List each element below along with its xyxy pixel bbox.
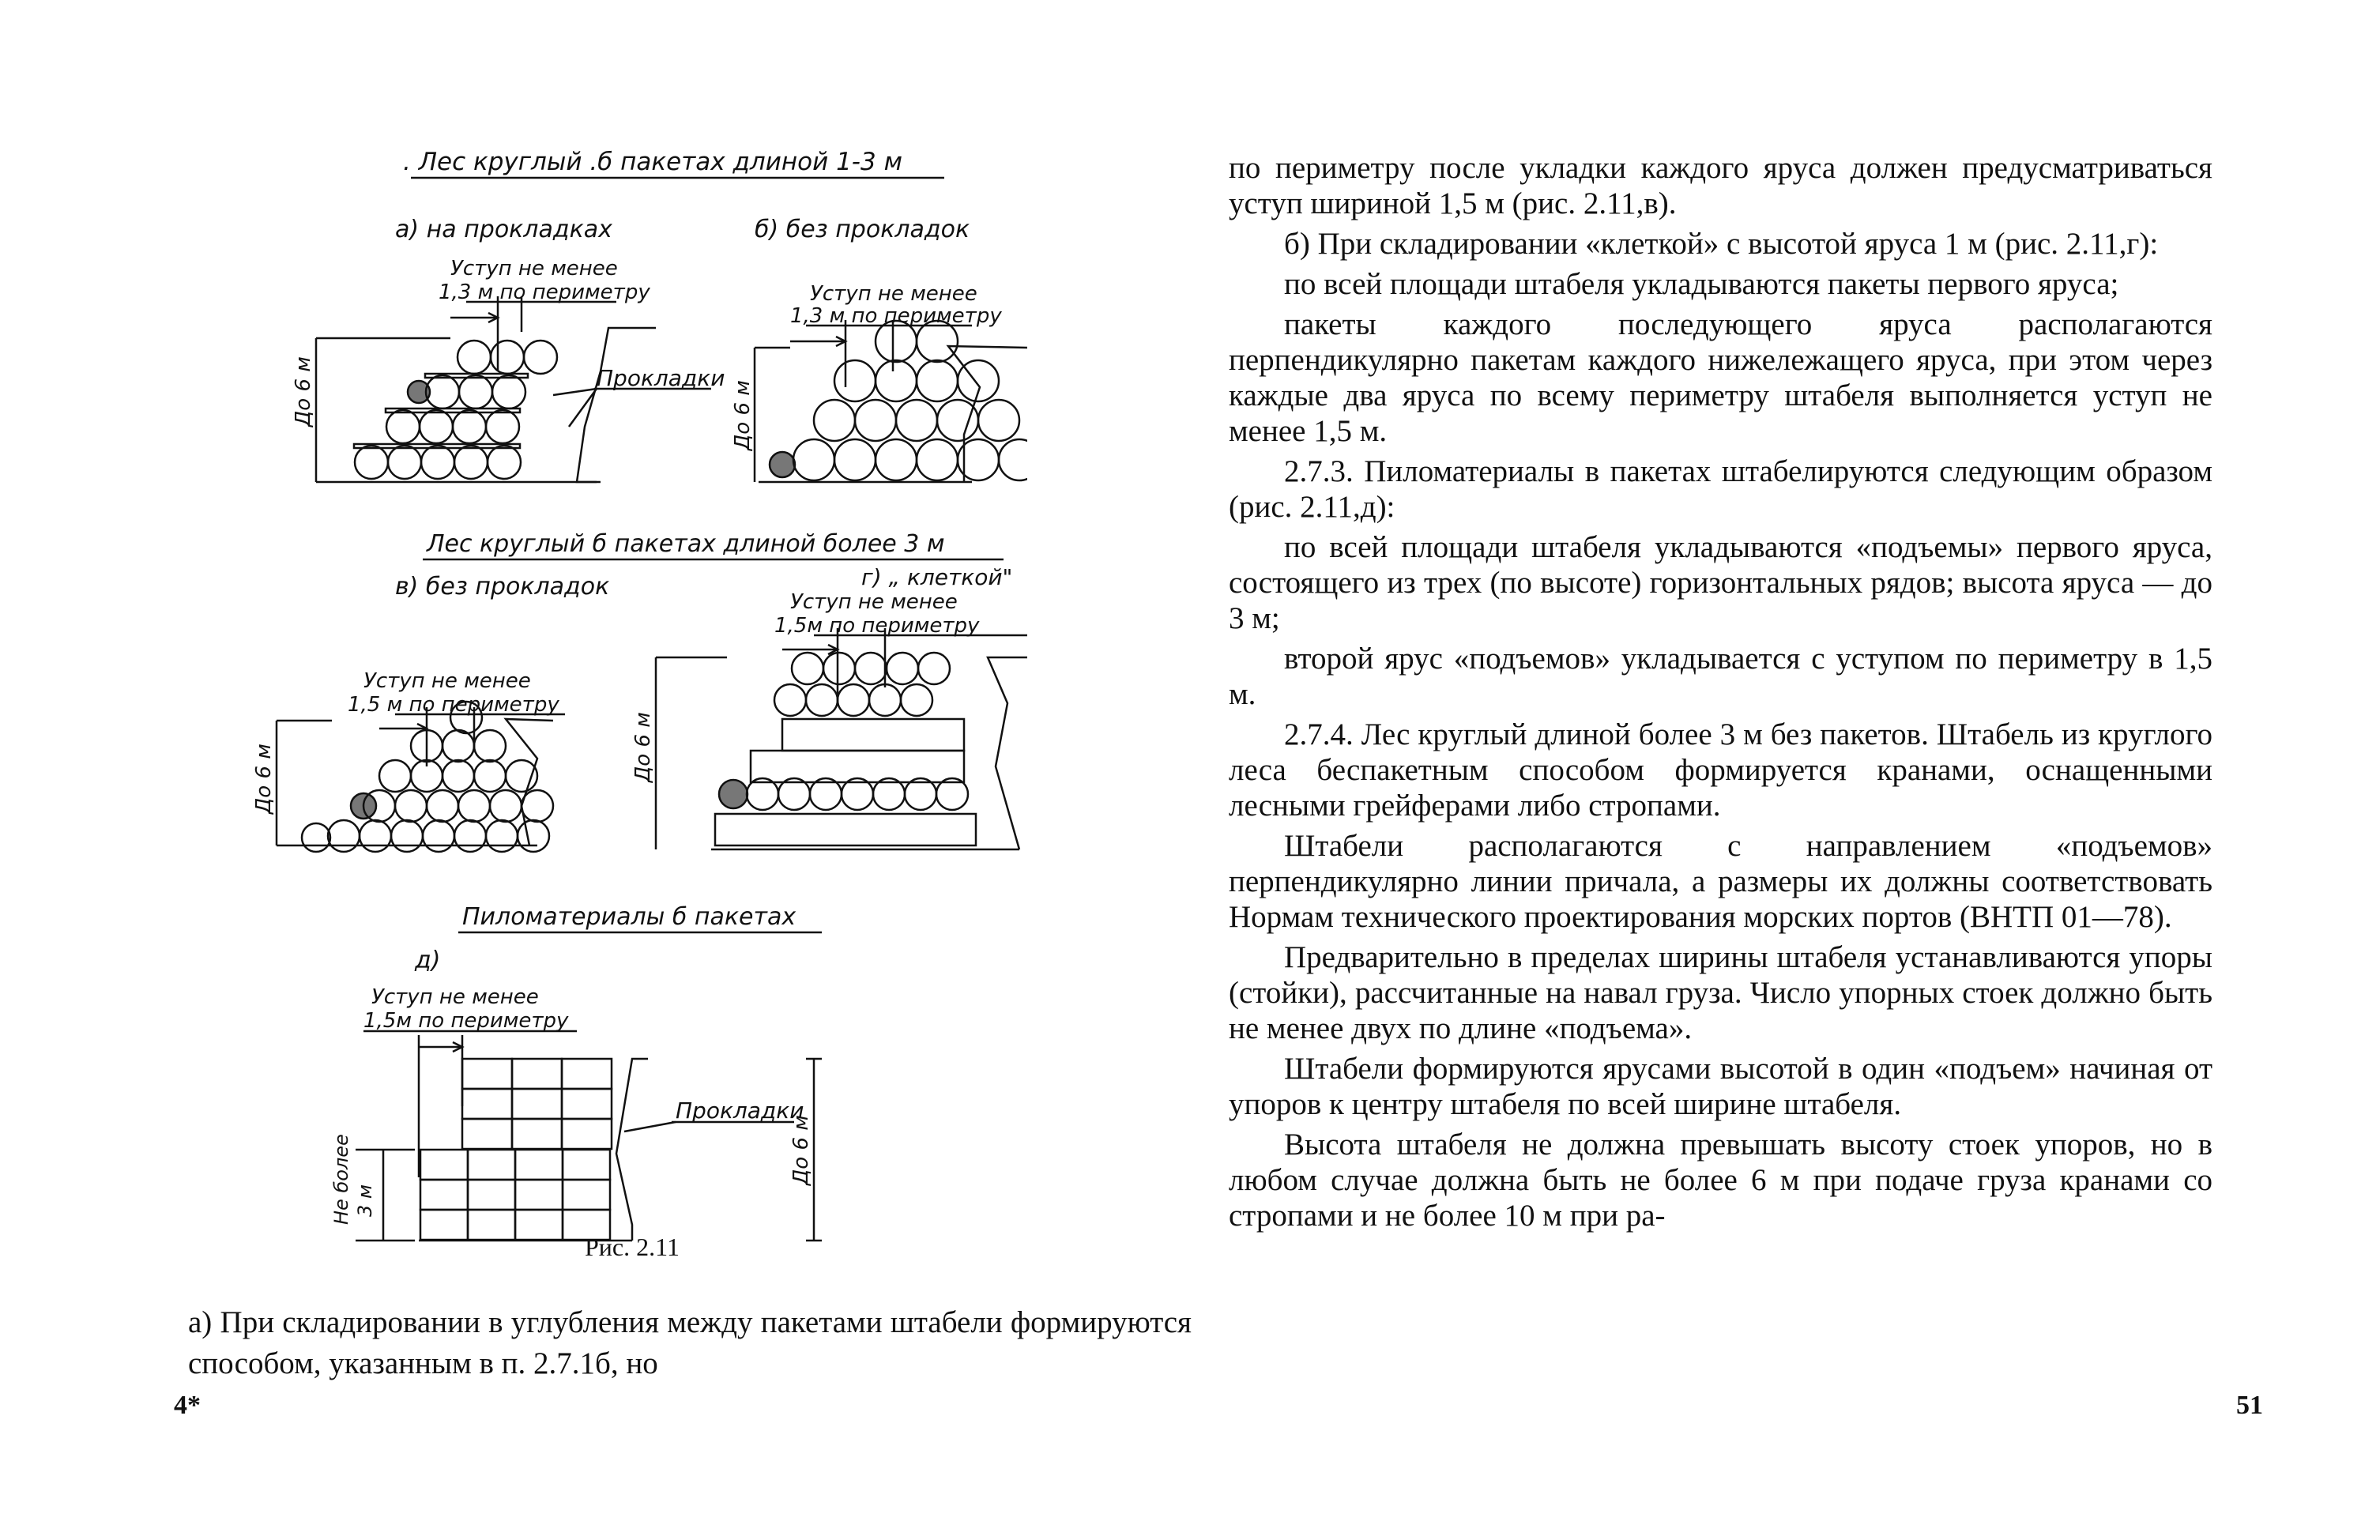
section3-title: Пиломатериалы б пакетах: [462, 903, 796, 931]
v-step-line1: Уступ не менее: [363, 669, 531, 693]
log-circle: [855, 653, 887, 684]
b-step-line1: Уступ не менее: [810, 282, 977, 306]
log-bundle: [719, 780, 748, 808]
timber-block: [563, 1150, 610, 1180]
timber-block: [420, 1150, 468, 1180]
page-number-left: 4*: [174, 1391, 201, 1420]
log-circle: [834, 439, 876, 480]
page-number-right: 51: [2236, 1391, 2263, 1420]
log-circle: [814, 400, 855, 441]
log-circle: [442, 730, 474, 762]
diagram-d: [330, 985, 822, 1241]
d-height-label: До 6 м: [789, 1115, 813, 1185]
log-circle: [937, 400, 978, 441]
log-circle: [491, 341, 524, 374]
a-step-line1: Уступ не менее: [450, 257, 618, 281]
timber-block: [420, 1210, 468, 1240]
paragraph: Предварительно в пределах ширины штабеля устанавливаются упоры (стойки), рассчитанные на навал груза. Число упорных стоек должно быть не менее двух по длине «подъема».: [1229, 940, 2212, 1045]
log-circle: [492, 375, 525, 409]
log-circle: [420, 410, 453, 443]
log-circle: [855, 400, 896, 441]
log-circle: [355, 446, 388, 479]
log-circle: [474, 760, 506, 792]
d-step-line2: 1,5м по периметру: [363, 1009, 569, 1033]
timber-block: [462, 1059, 512, 1089]
log-circle: [774, 684, 806, 716]
paragraph: пакеты каждого последующего яруса располагаются перпендикулярно пакетам каждого нижележащего яруса, при этом через каждые два яруса по всему периметру штабеля выполняется уступ не менее 1,5 м.: [1229, 307, 2212, 448]
log-circle: [806, 684, 838, 716]
left-paragraph: а) При складировании в углубления между пакетами штабели формируются способом, указанным в п. 2.7.1б, но: [188, 1305, 1192, 1380]
sub-g-label: г) „ клеткой": [861, 564, 1013, 590]
log-circle: [302, 823, 330, 852]
paragraph: Штабели формируются ярусами высотой в один «подъем» начиная от упоров к центру штабеля по всей ширине штабеля.: [1229, 1052, 2212, 1121]
timber-block: [515, 1180, 563, 1210]
log-circle: [474, 730, 506, 762]
sub-d-label: д): [415, 947, 441, 974]
paragraph: по периметру после укладки каждого яруса должен предусматриваться уступ шириной 1,5 м (рис. 2.11,в).: [1229, 151, 2212, 220]
log-circle: [958, 360, 999, 401]
log-circle: [876, 439, 917, 480]
v-step-line2: 1,5 м по периметру: [348, 693, 559, 717]
log-circle: [453, 410, 486, 443]
a-pads-label: Прокладки: [597, 365, 725, 391]
log-circle: [442, 760, 474, 792]
figure-drawing: [237, 134, 1027, 1335]
right-column: [1229, 150, 2212, 1233]
paragraph: по всей площади штабеля укладываются пакеты первого яруса;: [1284, 267, 2119, 301]
log-circle: [426, 375, 459, 409]
log-circle: [458, 341, 491, 374]
timber-block: [515, 1150, 563, 1180]
diagram-a: [292, 257, 725, 482]
a-height-label: До 6 м: [292, 356, 315, 427]
g-height-label: До 6 м: [631, 712, 655, 782]
log-circle: [454, 446, 488, 479]
log-circle: [386, 410, 420, 443]
diagram-v: [252, 669, 565, 852]
g-step-line2: 1,5м по периметру: [774, 614, 980, 638]
log-circle: [486, 820, 518, 852]
log-circle: [490, 790, 522, 822]
log-circle: [506, 760, 537, 792]
log-circle: [524, 341, 557, 374]
log-circle: [917, 360, 958, 401]
log-circle: [379, 760, 411, 792]
log-circle: [978, 400, 1019, 441]
log-circle: [391, 820, 423, 852]
log-circle: [388, 446, 421, 479]
b-step-line2: 1,3 м по периметру: [790, 304, 1002, 328]
figure-caption: Рис. 2.11: [585, 1233, 680, 1261]
log-circle: [999, 439, 1027, 480]
paragraph: 2.7.4. Лес круглый длиной более 3 м без пакетов. Штабель из круглого леса беспакетным способом формируется кранами, оснащенными лесными грейферами либо стропами.: [1229, 717, 2212, 823]
log-circle: [459, 375, 492, 409]
paragraph: Высота штабеля не должна превышать высоту стоек упоров, но в любом случае должна быть не более 6 м при подаче груза кранами со стропами и не более 10 м при ра-: [1229, 1128, 2212, 1233]
log-circle: [834, 360, 876, 401]
log-circle: [360, 820, 391, 852]
log-circle: [917, 439, 958, 480]
log-circle: [792, 653, 823, 684]
log-circle: [421, 446, 454, 479]
timber-block: [512, 1089, 562, 1119]
timber-block: [512, 1119, 562, 1149]
log-circle: [486, 410, 519, 443]
sub-b-label: б) без прокладок: [755, 216, 970, 243]
timber-block: [468, 1210, 515, 1240]
diagram-b: [731, 282, 1027, 482]
d-pads-label: Прокладки: [676, 1098, 804, 1124]
log-circle: [458, 790, 490, 822]
log-circle: [896, 400, 937, 441]
g-step-line1: Уступ не менее: [790, 590, 958, 614]
timber-block: [562, 1059, 612, 1089]
timber-block: [782, 719, 964, 751]
section2-title: Лес круглый б пакетах длиной более 3 м: [427, 530, 945, 558]
timber-block: [563, 1180, 610, 1210]
log-circle: [454, 820, 486, 852]
timber-block: [715, 814, 976, 845]
timber-block: [515, 1210, 563, 1240]
log-circle: [328, 820, 360, 852]
sub-a-label: а) на прокладках: [395, 216, 612, 243]
log-circle: [876, 360, 917, 401]
log-circle: [427, 790, 458, 822]
log-circle: [518, 820, 549, 852]
log-bundle: [770, 452, 795, 477]
d-side-line1: Не более: [330, 1134, 352, 1225]
timber-block: [462, 1119, 512, 1149]
log-circle: [823, 653, 855, 684]
log-circle: [838, 684, 869, 716]
log-circle: [395, 790, 427, 822]
log-circle: [488, 446, 521, 479]
paragraph: второй ярус «подъемов» укладывается с уступом по периметру в 1,5 м.: [1229, 642, 2212, 711]
v-height-label: До 6 м: [252, 744, 276, 814]
log-circle: [423, 820, 454, 852]
timber-block: [562, 1089, 612, 1119]
figure-2-11: [237, 134, 1027, 1335]
paragraph: б) При складировании «клеткой» с высотой яруса 1 м (рис. 2.11,г):: [1284, 227, 2159, 261]
log-circle: [869, 684, 901, 716]
paragraph: Штабели располагаются с направлением «подъемов» перпендикулярно линии причала, а размеры их должны соответствовать Нормам технического проектирования морских портов (ВНТП 01—78).: [1229, 829, 2212, 934]
b-height-label: До 6 м: [731, 380, 755, 450]
log-circle: [887, 653, 918, 684]
paragraph: 2.7.3. Пиломатериалы в пакетах штабелируются следующим образом (рис. 2.11,д):: [1229, 454, 2212, 524]
log-circle: [918, 653, 950, 684]
a-step-line2: 1,3 м по периметру: [439, 281, 650, 304]
timber-block: [468, 1180, 515, 1210]
paragraph: по всей площади штабеля укладываются «подъемы» первого яруса, состоящего из трех (по высоте) горизонтальных рядов; высота яруса — до 3 м;: [1229, 530, 2212, 635]
d-step-line1: Уступ не менее: [371, 985, 539, 1009]
log-circle: [901, 684, 932, 716]
timber-block: [512, 1059, 562, 1089]
diagram-g: [631, 590, 1027, 849]
log-circle: [793, 439, 834, 480]
timber-block: [562, 1119, 612, 1149]
section1-title: . Лес круглый .б пакетах длиной 1-3 м: [403, 148, 902, 176]
timber-block: [462, 1089, 512, 1119]
sub-v-label: в) без прокладок: [395, 573, 610, 601]
timber-block: [468, 1150, 515, 1180]
d-side-line2: 3 м: [354, 1184, 376, 1217]
timber-block: [420, 1180, 468, 1210]
log-circle: [522, 790, 553, 822]
